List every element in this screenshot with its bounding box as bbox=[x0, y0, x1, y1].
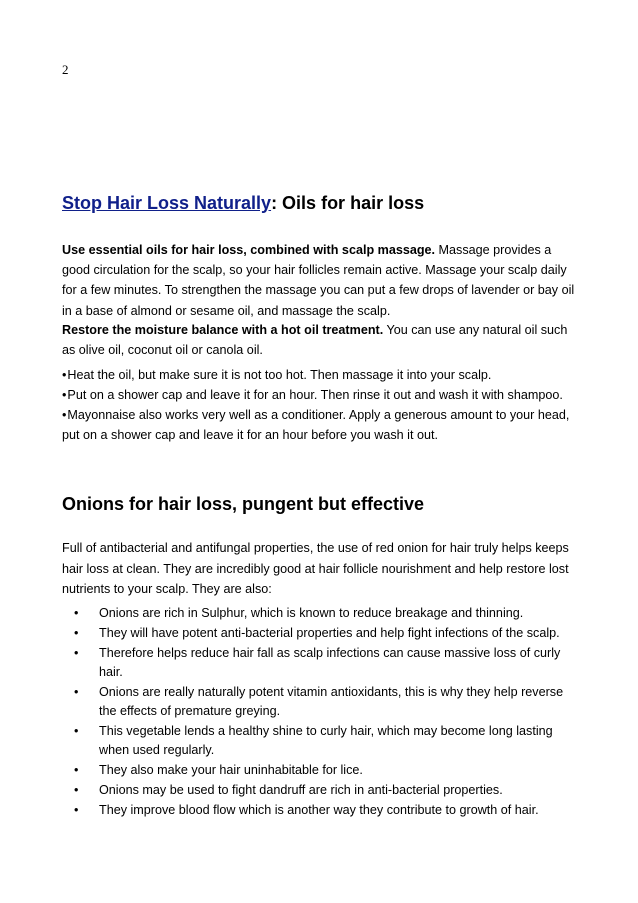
step-text: Heat the oil, but make sure it is not too hot. Then massage it into your scalp. bbox=[67, 368, 492, 382]
list-item bbox=[62, 761, 582, 780]
bullet-icon: • bbox=[74, 724, 79, 738]
bullet-icon: • bbox=[74, 626, 79, 640]
list-item-text: Onions are rich in Sulphur, which is known to reduce breakage and thinning. bbox=[99, 606, 524, 620]
list-item bbox=[62, 624, 582, 643]
bullet-icon: • bbox=[62, 408, 67, 422]
step-item bbox=[62, 405, 587, 445]
section-title-onions: Onions for hair loss, pungent but effective bbox=[62, 494, 425, 514]
list-item-text: They improve blood flow which is another way they contribute to growth of hair. bbox=[99, 803, 539, 817]
list-item bbox=[62, 644, 582, 682]
list-item bbox=[62, 683, 582, 721]
paragraph-hot-oil bbox=[62, 320, 582, 360]
bullet-icon: • bbox=[74, 646, 79, 660]
section-title-oils bbox=[62, 193, 424, 214]
bullet-icon: • bbox=[74, 606, 79, 620]
step-text: Put on a shower cap and leave it for an hour. Then rinse it out and wash it with shampoo. bbox=[67, 388, 563, 402]
step-item bbox=[62, 385, 587, 405]
step-item bbox=[62, 365, 587, 385]
title-link[interactable]: Stop Hair Loss Naturally bbox=[62, 193, 272, 213]
onion-benefits-list bbox=[62, 604, 582, 821]
paragraph-essential-oils bbox=[62, 240, 582, 321]
paragraph-onions-intro: Full of antibacterial and antifungal properties, the use of red onion for hair truly helps keeps hair loss at clean. They are incredibly good at hair follicle nourishment and help restore lost nutrients to your scalp. They are also: bbox=[62, 541, 569, 596]
paragraph-lead: Restore the moisture balance with a hot oil treatment. bbox=[62, 323, 384, 337]
list-item bbox=[62, 781, 582, 800]
list-item bbox=[62, 722, 582, 760]
step-text: Mayonnaise also works very well as a conditioner. Apply a generous amount to your head, put on a shower cap and leave it for an hour before you wash it out. bbox=[62, 408, 570, 443]
list-item bbox=[62, 604, 582, 623]
bullet-icon: • bbox=[62, 388, 67, 402]
paragraph-lead: Use essential oils for hair loss, combined with scalp massage. bbox=[62, 243, 436, 257]
page-number: 2 bbox=[62, 62, 69, 77]
paragraph-body: You can use any natural oil such as olive oil, coconut oil or canola oil. bbox=[62, 323, 568, 358]
title-rest: : Oils for hair loss bbox=[271, 193, 425, 213]
list-item-text: Onions are really naturally potent vitamin antioxidants, this is why they help reverse the effects of premature greying. bbox=[99, 685, 564, 718]
bullet-icon: • bbox=[74, 685, 79, 699]
bullet-icon: • bbox=[74, 783, 79, 797]
list-item-text: Onions may be used to fight dandruff are rich in anti-bacterial properties. bbox=[99, 783, 503, 797]
list-item bbox=[62, 801, 582, 820]
list-item-text: Therefore helps reduce hair fall as scalp infections can cause massive loss of curly hair. bbox=[99, 646, 561, 679]
list-item-text: They will have potent anti-bacterial properties and help fight infections of the scalp. bbox=[99, 626, 560, 640]
bullet-icon: • bbox=[74, 803, 79, 817]
paragraph-body: Massage provides a good circulation for the scalp, so your hair follicles remain active. Massage your scalp daily for a few minutes. To strengthen the massage you can put a few drops of lavender or bay oil in a base of almond or sesame oil, and massage the scalp. bbox=[62, 243, 575, 318]
list-item-text: They also make your hair uninhabitable for lice. bbox=[99, 763, 363, 777]
list-item-text: This vegetable lends a healthy shine to curly hair, which may become long lasting when used regularly. bbox=[99, 724, 553, 757]
bullet-icon: • bbox=[62, 368, 67, 382]
bullet-icon: • bbox=[74, 763, 79, 777]
